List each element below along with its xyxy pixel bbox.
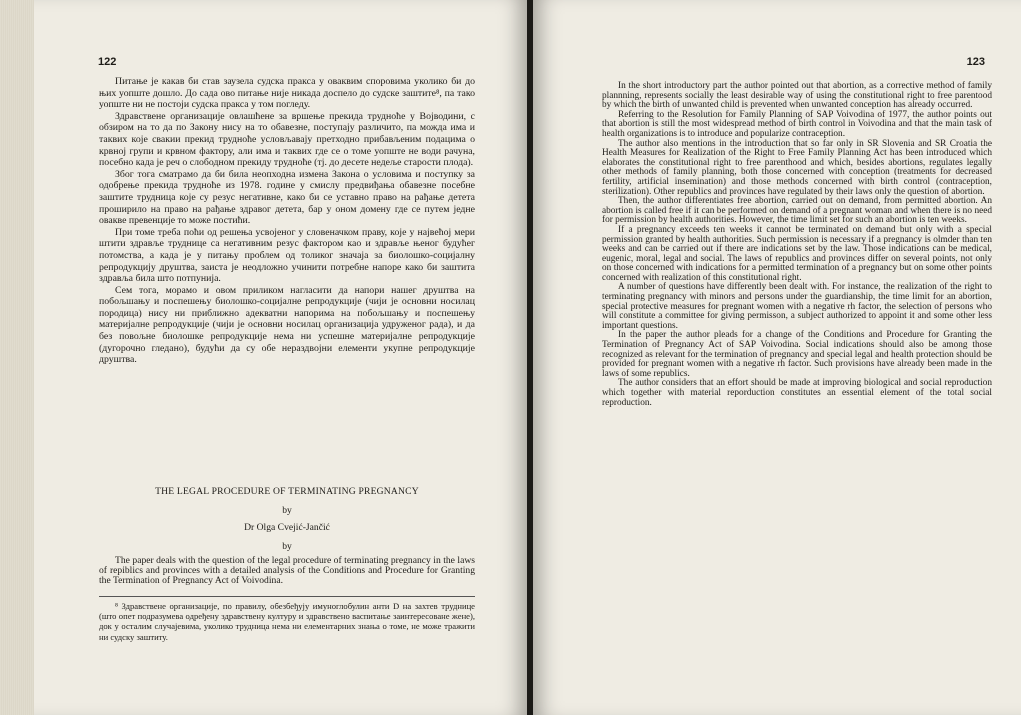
right-paragraph-8: The author considers that an effort should be made at improving biological and social reproduction which together with material reporduction constitutes an essential element of the total social reproduction.	[602, 378, 992, 408]
right-page-number: 123	[966, 56, 985, 68]
right-paragraph-4: Then, the author differentiates free abortion, carried out on demand, from permitted abortion. An abortion is called free if it can be performed on demand of a pregnant woman and when there is no need for permission by health authorities. However, the time limit set for such an abortion is ten weeks.	[602, 196, 992, 226]
abstract: The paper deals with the question of the legal procedure of terminating pregnancy in the laws of repiblics and provinces with a detailed analysis of the Conditions and Procedure for Granting the Termination of Pregnancy Act of Voivodina.	[99, 555, 475, 586]
right-paragraph-6: A number of questions have differently been dealt with. For instance, the realization of the right to terminating pregnancy with minors and persons under the guardianship, the time limit for an abortion, special protective measures for pregnant women with a negative rh factor, the selection of persons who will constitute a committee for giving permisson, a subject authorized to appoint it and some other less important questions.	[602, 282, 992, 331]
article-heading	[99, 486, 475, 558]
left-paragraph-1: Питање је какав би став заузела судска пракса у оваквим споровима уколико би до њих уопште дошло. До сада ово питање није никада доспело до судске заштите⁸, па тако уопште ни не постоји судска пракса у том погледу.	[99, 76, 475, 111]
left-paragraph-5: Сем тога, морамо и овом приликом нагласити да напори нашег друштва на побољшању и поспешењу биолошко-социјалне репродукције (чији је основни носилац породица) нису ни приближно адекватни напорима на побољшању и поспешењу материјалне репродукције (чији је основни носилац организација удруженог рада), и да без повољне биолошке репродукције нема ни успешне материјалне репродукције (дугорочно гледано), будући да су обе нераздвојни елементи укупне репродукције друштва.	[99, 284, 475, 366]
footnote: ⁸ Здравствене организације, по правилу, обезбеђују имуноглобулин анти D на захтев труднице (што опет подразумева одређену здравствену културу и здравствено васпитање заинтересоване жене), док у осталим случајевима, уколико трудница нема ни елементарних знања о томе, не може тражити ни судску заштиту.	[99, 601, 475, 642]
right-page	[533, 0, 1021, 715]
right-paragraph-5: If a pregnancy exceeds ten weeks it cannot be terminated on demand but only with a special permission granted by health authorities. Such permission is necessary if a pregnancy is olmder than ten weeks and can be carried out if there are indications set by the law. Those indications can be medical, eugenic, moral, legal and social. The laws of republics and provinces differ on several points, not only on those concerned with indications for a permitted termination of a pregnancy but on some other points concerned with realization of this constitutional right.	[602, 224, 992, 283]
by-line-1: by	[282, 505, 292, 516]
right-body-text	[602, 82, 992, 408]
left-body-text	[99, 76, 475, 366]
left-paragraph-3: Због тога сматрамо да би била неопходна измена Закона о условима и поступку за одобрење прекида трудноће из 1978. године у смислу предвиђања обавезне посебне заштите трудница које су резус негативне, како би се уставно право на рађање детета проширило на право на рађање здравог детета, бар у оном домену где се путем једне овакве превенције то може постићи.	[99, 168, 475, 227]
by-line-2: by	[282, 541, 292, 552]
right-paragraph-1: In the short introductory part the author pointed out that abortion, as a corrective method of family plannning, represents socially the least desirable way of using the constitutional right to free parentood by which the birth of unwanted child is prevented when unwanted conception has already occurred.	[602, 81, 992, 111]
right-paragraph-7: In the paper the author pleads for a change of the Conditions and Procedure for Granting the Termination of Pregnancy Act of SAP Voivodina. Social indications should also be among those recognized as relevant for the termination of pregnancy and special legal and health protection should be provided for pregnant women with a negative rh factor. Such provisions have already been made in the laws of some republics.	[602, 330, 992, 379]
article-title: THE LEGAL PROCEDURE OF TERMINATING PREGNANCY	[155, 486, 419, 497]
page-edges	[0, 0, 34, 715]
author-name: Dr Olga Cvejić-Jančić	[244, 522, 330, 533]
footnote-divider	[99, 596, 475, 597]
left-paragraph-4: При томе треба поћи од решења усвојеног у словеначком праву, које у највећој мери штити здравље труднице са негативним резус фактором као и здравље њеног будућег потомства, а када је у питању проблем од толиког значаја за биолошко-социјалну репродукцију друштва, заиста је неодложно учинити потребне напоре како би заштита здравља била што потпунија.	[99, 226, 475, 285]
left-page-number: 122	[98, 56, 117, 68]
left-paragraph-2: Здравствене организације овлашћене за вршење прекида трудноће у Војводини, с обзиром на то да по Закону нису на то обавезне, поступају различито, па можда има и таквих које свакии прекид трудноће условљавају претходно прибављеним подацима о крвној групи и крвном фактору, али има и таквих где се о томе уопште не води рачуна, посебно када је реч о слободном прекиду трудноће (тј. до десете недеље старости плода).	[99, 110, 475, 169]
right-paragraph-2: Referring to the Resolution for Family Planning of SAP Voivodina of 1977, the author points out that abortion is still the most widespread method of birth control in Voivodina and that the main task of health organizations is to introduce and popularize contraception.	[602, 109, 992, 139]
right-paragraph-3: The author also mentions in the introduction that so far only in SR Slovenia and SR Croatia the Health Measures for Realization of the Right to Free Family Planning Act has been introduced which elaborates the constitutional right to free parenthood and which, besides abortions, regulates legally other methods of family planning, both those concerned with conception (treatments for decreased fertility, artificial insemination) and those methods concerned with birth control (contraception, sterilization). Other republics and provinces have regulated by their laws only the question of abortion.	[602, 138, 992, 197]
